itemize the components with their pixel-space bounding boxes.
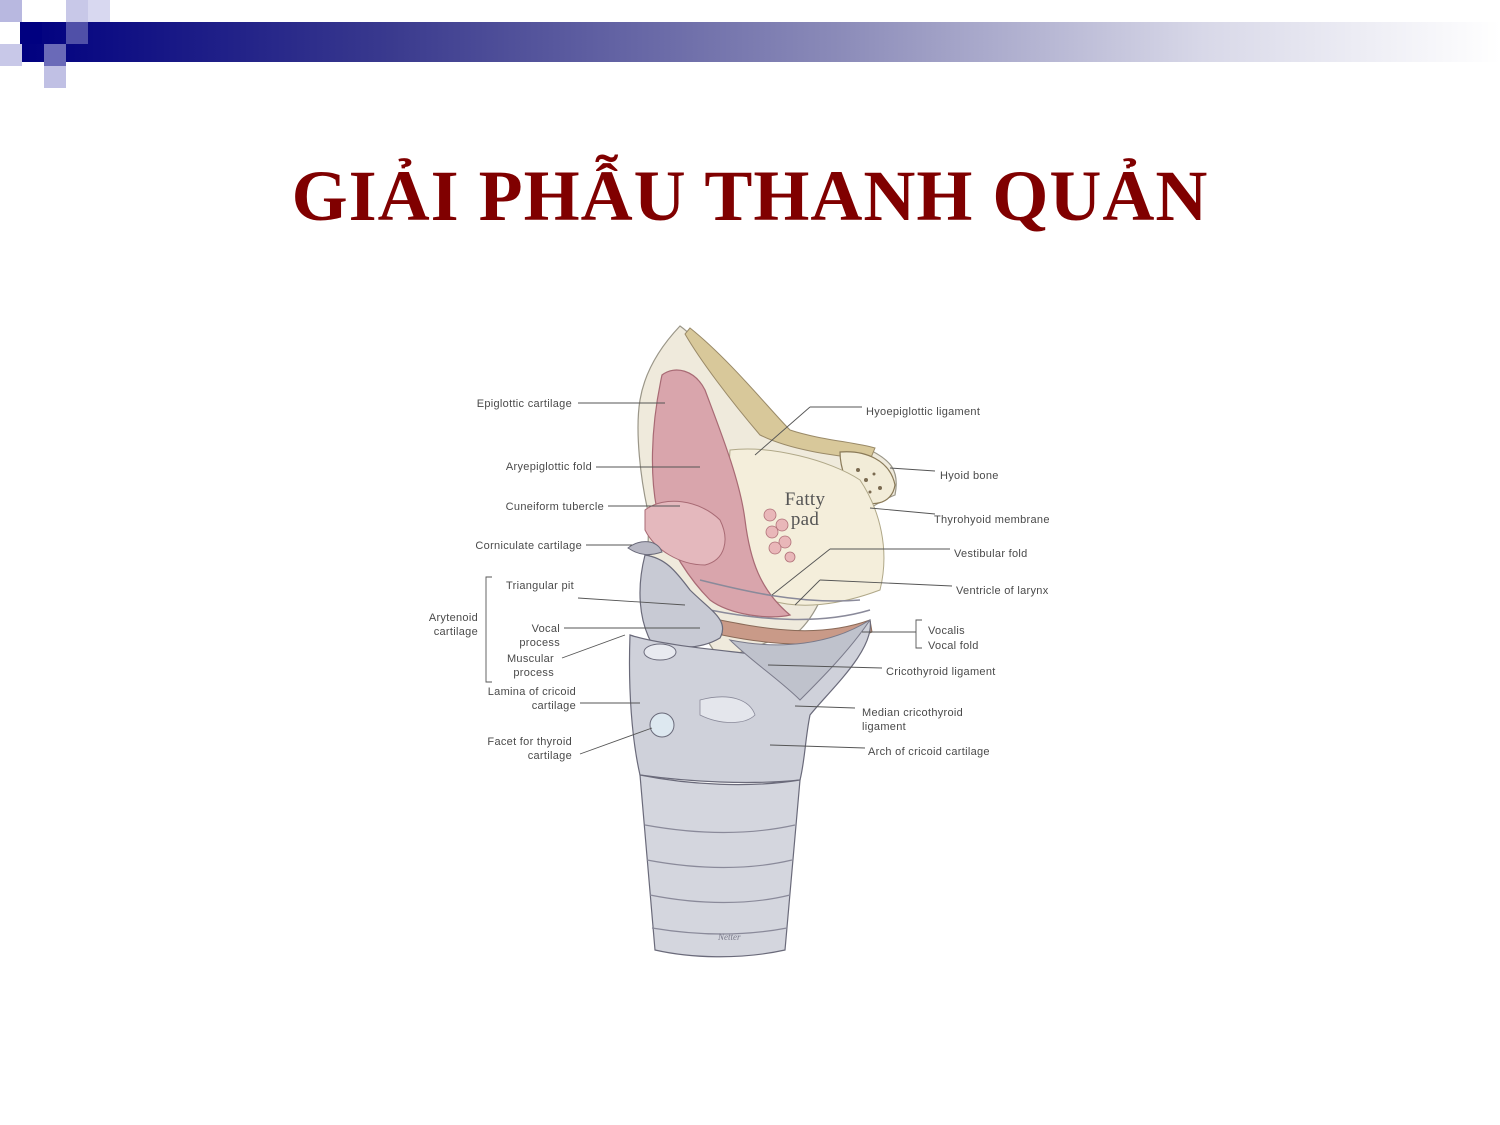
- label-lamina-cricoid: Lamina of cricoid cartilage: [487, 686, 576, 712]
- deco-square-lavender: [66, 0, 88, 22]
- label-vocal-process: Vocal process: [519, 623, 560, 649]
- header-gradient-bar: [20, 22, 1500, 62]
- deco-square-lavender: [0, 44, 22, 66]
- label-arytenoid-cartilage: Arytenoid cartilage: [428, 612, 478, 638]
- arytenoid-facet-shape: [644, 644, 676, 660]
- larynx-anatomy-figure: [400, 320, 1100, 965]
- label-cricothyroid-ligament: Cricothyroid ligament: [886, 666, 996, 678]
- label-median-cricothyroid: Median cricothyroid ligament: [862, 707, 964, 733]
- slide-title: GIẢI PHẪU THANH QUẢN: [291, 156, 1209, 236]
- deco-square-blue: [44, 44, 66, 66]
- label-triangular-pit: Triangular pit: [506, 580, 574, 592]
- thyroid-facet-shape: [650, 713, 674, 737]
- label-ventricle-larynx: Ventricle of larynx: [956, 585, 1049, 597]
- label-fatty-pad: Fatty pad: [784, 489, 826, 530]
- deco-square-lavender: [88, 0, 110, 22]
- label-facet-thyroid: Facet for thyroid cartilage: [487, 736, 572, 762]
- label-thyrohyoid-membrane: Thyrohyoid membrane: [934, 514, 1050, 526]
- label-epiglottic-cartilage: Epiglottic cartilage: [476, 398, 572, 410]
- deco-square-blue: [66, 22, 88, 44]
- label-muscular-process: Muscular process: [506, 653, 554, 679]
- label-aryepiglottic-fold: Aryepiglottic fold: [505, 461, 592, 473]
- label-corniculate-cartilage: Corniculate cartilage: [475, 540, 582, 552]
- label-vestibular-fold: Vestibular fold: [954, 548, 1028, 560]
- svg-text:Netter: Netter: [718, 932, 741, 942]
- label-vocal-fold: Vocal fold: [928, 640, 979, 652]
- label-arch-cricoid: Arch of cricoid cartilage: [868, 746, 990, 758]
- label-vocalis: Vocalis: [928, 625, 965, 637]
- deco-square-navy: [20, 22, 42, 44]
- label-hyoepiglottic-ligament: Hyoepiglottic ligament: [866, 406, 981, 418]
- deco-square-lavender: [44, 66, 66, 88]
- label-cuneiform-tubercle: Cuneiform tubercle: [505, 501, 604, 513]
- deco-square-lavender: [0, 0, 22, 22]
- larynx-illustration: [400, 320, 1100, 965]
- label-hyoid-bone: Hyoid bone: [940, 470, 999, 482]
